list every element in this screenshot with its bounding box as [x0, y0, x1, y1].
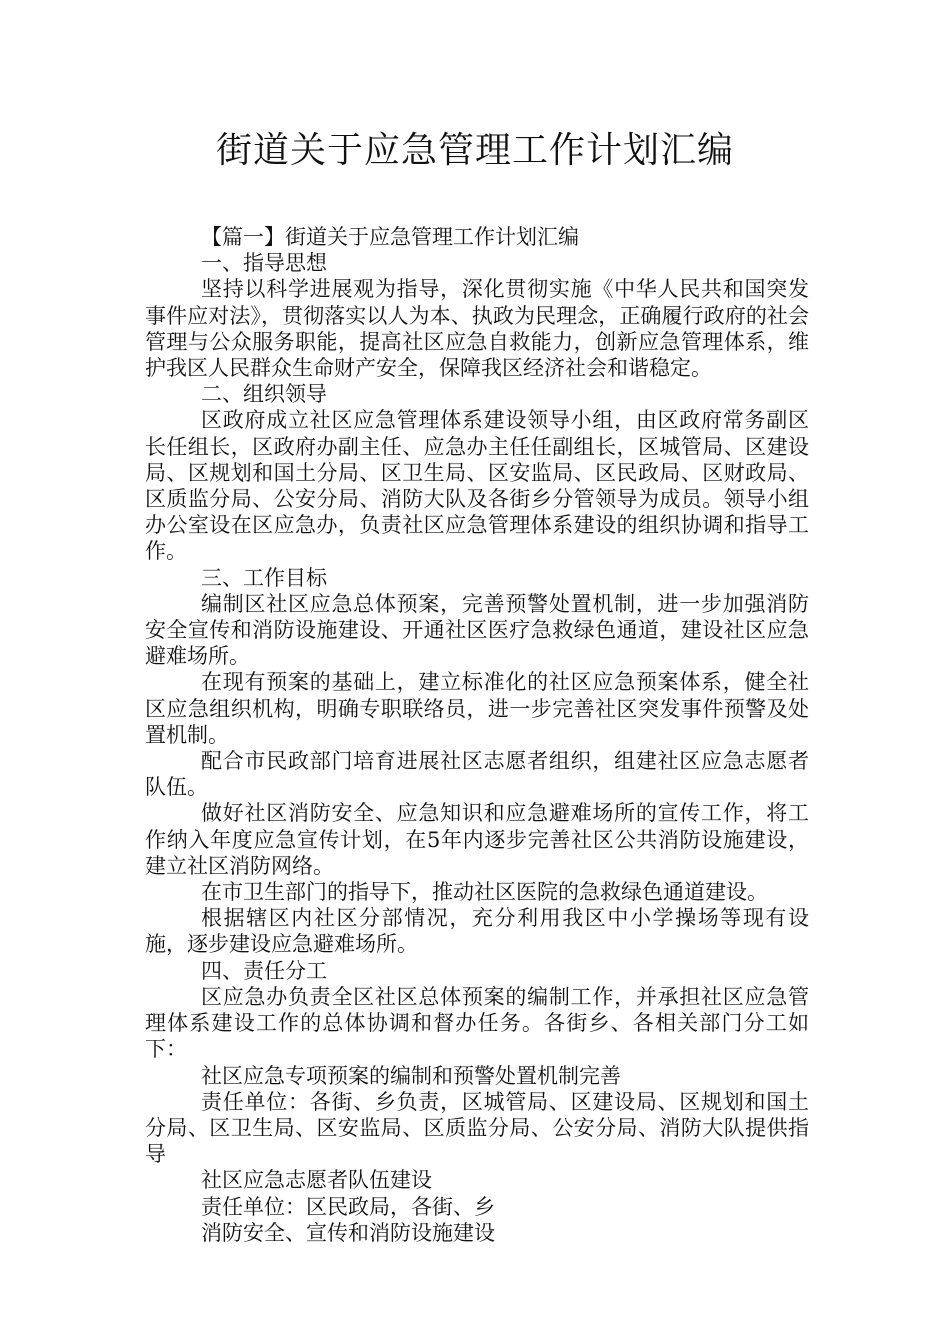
body-paragraph: 社区应急志愿者队伍建设 — [201, 1168, 432, 1193]
section-heading: 【篇一】街道关于应急管理工作计划汇编 — [201, 225, 579, 249]
body-paragraph: 编制区社区应急总体预案，完善预警处置机制，进一步加强消防安全宣传和消防设施建设、开通社区医疗急救绿色通道，建设社区应急避难场所。 — [145, 591, 809, 669]
body-paragraph: 根据辖区内社区分部情况，充分利用我区中小学操场等现有设施，逐步建设应急避难场所。 — [145, 906, 809, 957]
document-title: 街道关于应急管理工作计划汇编 — [215, 130, 734, 171]
body-paragraph: 在现有预案的基础上，建立标准化的社区应急预案体系，健全社区应急组织机构，明确专职联络员，进一步完善社区突发事件预警及处置机制。 — [145, 670, 809, 747]
body-paragraph: 配合市民政部门培育进展社区志愿者组织，组建社区应急志愿者队伍。 — [145, 749, 809, 800]
body-paragraph: 消防安全、宣传和消防设施建设 — [201, 1220, 495, 1245]
body-paragraph: 在市卫生部门的指导下，推动社区医院的急救绿色通道建设。 — [201, 880, 768, 905]
body-paragraph: 区政府成立社区应急管理体系建设领导小组，由区政府常务副区长任组长，区政府办副主任、应急办主任任副组长，区城管局、区建设局、区规划和国土分局、区卫生局、区安监局、区民政局、区财政局、区质监分局、公安分局、消防大队及各街乡分管领导为成员。领导小组办公室设在区应急办，负责社区应急管理体系建设的组织协调和指导工作。 — [145, 408, 809, 564]
body-paragraph: 责任单位：各街、乡负责，区城管局、区建设局、区规划和国土分局、区卫生局、区安监局、区质监分局、公安分局、消防大队提供指导 — [145, 1089, 809, 1167]
section-heading: 一、指导思想 — [201, 251, 327, 276]
body-paragraph: 区应急办负责全区社区总体预案的编制工作，并承担社区应急管理体系建设工作的总体协调和督办任务。各街乡、各相关部门分工如下： — [145, 984, 809, 1062]
body-paragraph: 责任单位：区民政局，各街、乡 — [201, 1194, 495, 1219]
section-heading: 四、责任分工 — [201, 958, 327, 983]
body-paragraph: 做好社区消防安全、应急知识和应急避难场所的宣传工作，将工作纳入年度应急宣传计划，在5年内逐步完善社区公共消防设施建设，建立社区消防网络。 — [145, 801, 809, 878]
body-paragraph: 社区应急专项预案的编制和预警处置机制完善 — [201, 1063, 621, 1088]
section-heading: 三、工作目标 — [201, 565, 327, 590]
document-body — [145, 224, 809, 1246]
section-heading: 二、组织领导 — [201, 382, 327, 407]
body-paragraph: 坚持以科学进展观为指导，深化贯彻实施《中华人民共和国突发事件应对法》，贯彻落实以人为本、执政为民理念，正确履行政府的社会管理与公众服务职能，提高社区应急自救能力，创新应急管理体系，维护我区人民群众生命财产安全，保障我区经济社会和谐稳定。 — [145, 277, 809, 381]
